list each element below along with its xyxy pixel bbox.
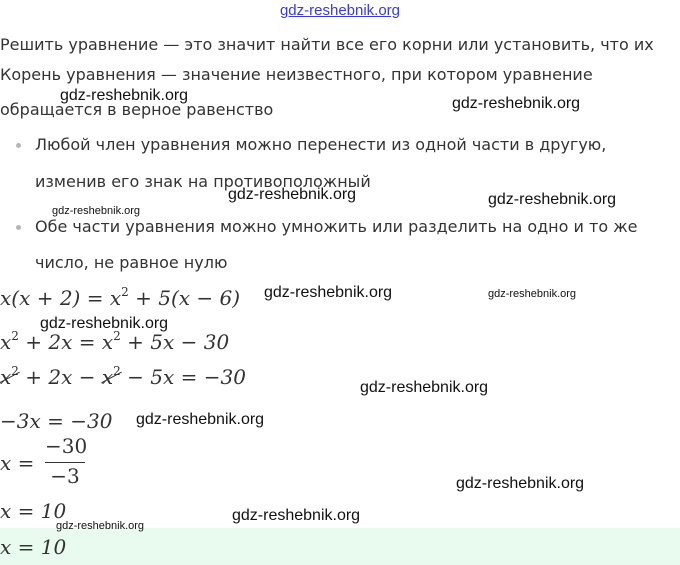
equation-step-3: $x^2 + 2x - x^2 - 5x = -30$ [0, 364, 246, 389]
fraction-bar [45, 462, 85, 463]
watermark: gdz-reshebnik.org [264, 284, 393, 301]
answer-box [0, 528, 680, 565]
fraction-numerator: −30 [45, 434, 88, 458]
intro-line-3: обращается в верное равенство [0, 100, 274, 119]
rule-2-line-2: число, не равное нулю [35, 253, 228, 272]
watermark: gdz-reshebnik.org [488, 288, 577, 300]
equation-step-4: −3x = −30 [0, 409, 113, 433]
watermark: gdz-reshebnik.org [456, 475, 585, 492]
rule-2-line-1: Обе части уравнения можно умножить или разделить на одно и то же [35, 217, 638, 236]
watermark: gdz-reshebnik.org [52, 205, 141, 217]
watermark: gdz-reshebnik.org [136, 411, 265, 428]
watermark: gdz-reshebnik.org [452, 95, 581, 112]
watermark: gdz-reshebnik.org [40, 315, 169, 332]
watermark: gdz-reshebnik.org [360, 379, 489, 396]
intro-line-2: Корень уравнения — значение неизвестного, при котором уравнение [0, 65, 593, 84]
watermark: gdz-reshebnik.org [488, 191, 617, 208]
rule-1-line-2: изменив его знак на противоположный [35, 172, 371, 191]
equation-step-5-lhs: x = [0, 451, 35, 475]
cancelled-term-2: $x^2$ [101, 364, 121, 389]
watermark: gdz-reshebnik.org [228, 186, 357, 203]
final-answer: x = 10 [0, 535, 67, 559]
equation-step-6: x = 10 [0, 499, 67, 523]
bullet-dot-1 [16, 143, 21, 148]
intro-line-1: Решить уравнение — это значит найти все его корни или установить, что их [0, 35, 654, 54]
watermark: gdz-reshebnik.org [232, 507, 361, 524]
fraction-denominator: −3 [50, 464, 80, 488]
watermark: gdz-reshebnik.org [56, 520, 145, 532]
equation-step-2: $x^2 + 2x = x^2 + 5x - 30$ [0, 329, 230, 354]
equation-step-1: $x(x + 2) = x^2 + 5(x - 6)$ [0, 285, 241, 310]
site-link[interactable]: gdz-reshebnik.org [279, 2, 401, 19]
rule-1-line-1: Любой член уравнения можно перенести из одной части в другую, [35, 135, 607, 154]
bullet-dot-2 [16, 225, 21, 230]
watermark: gdz-reshebnik.org [60, 87, 189, 104]
fraction [45, 434, 88, 488]
cancelled-term-1: $x^2$ [0, 364, 19, 389]
